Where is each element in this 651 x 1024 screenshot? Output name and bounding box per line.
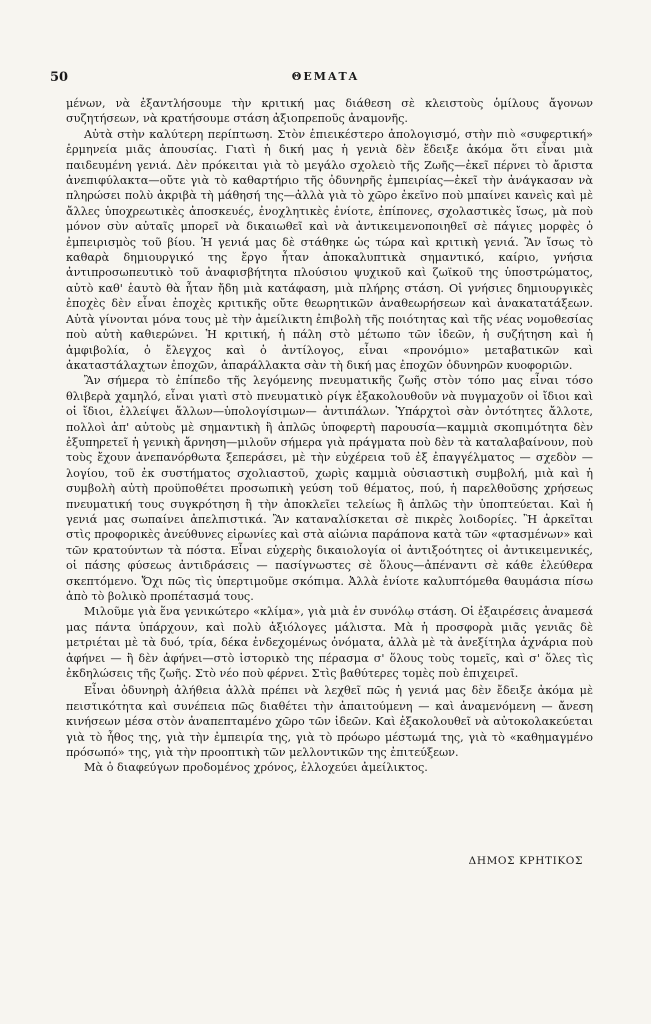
paragraph: Εἶναι ὀδυνηρὴ ἀλήθεια ἀλλὰ πρέπει νὰ λεχθεῖ πῶς ἡ γενιά μας δὲν ἔδειξε ἀκόμα μὲ πειστικότητα καὶ συνέπεια πῶς διαθέτει τὴν ἀπαιτούμενη — καὶ ἀναμενόμενη — ἄνεση κινήσεων μέσα στὸν ἀναπεπταμένο χῶρο τῶν ἰδεῶν. Καὶ ἐξακολουθεῖ νὰ αὐτοκολακεύεται γιὰ τὸ ἦθος της, γιὰ τὴν ἐμπειρία της, γιὰ τὸ πρόωρο μέστωμά της, γιὰ τὸ «καθημαγμένο πρόσωπό» της, γιὰ τὴν προοπτικὴ τῶν μελλοντικῶν της ἐπιτεύξεων. [66, 684, 593, 760]
paragraph: Μὰ ὁ διαφεύγων προδομένος χρόνος, ἐλλοχεύει ἀμείλικτος. [84, 761, 428, 775]
paragraph: μένων, νὰ ἐξαντλήσουμε τὴν κριτική μας διάθεση σὲ κλειστοὺς ὁμίλους ἄγονων συζητήσεων, νὰ κρατήσουμε στάση ἀξιοπρεποῦς ἀναμονῆς. [66, 97, 593, 126]
page-header [50, 70, 601, 86]
running-title: ΘΕΜΑΤΑ [291, 70, 360, 83]
article-body [66, 96, 593, 776]
paragraph: Ἂν σήμερα τὸ ἐπίπεδο τῆς λεγόμενης πνευματικῆς ζωῆς στὸν τόπο μας εἶναι τόσο θλιβερὰ χαμηλό, εἶναι γιατὶ στὸ πνευματικὸ ρίγκ ἐξακολουθοῦν νὰ πυγμαχοῦν οἱ ἴδιοι καὶ οἱ ἴδιοι, ἐλλείψει ἄλλων—ὑπολογίσιμων— ἀντιπάλων. Ὑπάρχτοὶ σὰν ὀντότητες ἄλλοτε, πολλοὶ ἀπ' αὐτοὺς μὲ σημαντικὴ ἢ ἁπλῶς ὑποφερτὴ παρουσία—καμμιὰ σκοπιμότητα δὲν ἐξυπηρετεῖ ἡ γενικὴ ἄρνηση—μιλοῦν σήμερα γιὰ πράγματα ποὺ δὲν τὰ καταλαβαίνουν, ποὺ τοὺς ἔχουν ἀνεπανόρθωτα ξεπεράσει, μὲ τὴν εὐχέρεια τοῦ ἐξ ἐπαγγέλματος — σχεδὸν — λογίου, τοῦ ἐκ συστήματος σχολιαστοῦ, χωρὶς καμμιὰ οὐσιαστικὴ συμβολή, μιὰ καὶ ἡ συμβολὴ αὐτὴ προϋποθέτει προσωπικὴ γεύση τοῦ θέματος, πού, ἡ παρελθοῦσης χρήσεως πνευματική τους συγκρότηση ἢ τὴν ἀποκλεῖει τελείως ἢ ἁπλῶς τὴν ὑποπτεύεται. Καὶ ἡ γενιά μας σωπαίνει ἀπελπιστικά. Ἂν καταναλίσκεται σὲ πικρὲς λοιδορίες. Ἢ ἀρκεῖται στὶς προφορικὲς ἀνεύθυνες εἰρωνίες καὶ στὰ αἰώνια παράπονα κατὰ τῶν «φτασμένων» καὶ τῶν κρατούντων τὰ πόστα. Εἶναι εὐχερὴς δικαιολογία οἱ ἀντιξοότητες οἱ ἀντικειμενικές, οἱ πάσης φύσεως ἀντιδράσεις — πασίγνωστες σὲ ὅλους—ἀπέναντι σὲ κάθε ἐλεύθερα σκεπτόμενο. Ὄχι πῶς τὶς ὑπερτιμοῦμε σκόπιμα. Ἀλλὰ ἐνίοτε καλυπτόμεθα θαυμάσια πίσω ἀπὸ τὸ βολικὸ προπέτασμά τους. [66, 374, 593, 603]
paragraph: Αὐτὰ στὴν καλύτερη περίπτωση. Στὸν ἐπιεικέστερο ἀπολογισμό, στὴν πιὸ «συφερτική» ἑρμηνεία μιᾶς ἀπουσίας. Γιατὶ ἡ δική μας ἡ γενιὰ δὲν ἔδειξε ἀκόμα ὅτι εἶναι μιὰ παιδευμένη γενιά. Δὲν πρόκειται γιὰ τὸ μεγάλο σχολειὸ τῆς Ζωῆς—ἐκεῖ πέρνει τὸ ἄριστα ἀνεπιφύλακτα—οὔτε γιὰ τὸ καθαρτήριο τῆς ὀδυνηρῆς ἐμπειρίας—ἐκεῖ τὴν ἀνάγκασαν νὰ πληρώσει πολὺ ἀκριβὰ τὴ μάθησή της—ἀλλὰ γιὰ τὸ χῶρο ἐκεῖνο ποὺ μπαίνει κανεὶς καὶ μὲ ἄλλες ὑποχρεωτικὲς ἀποσκευές, ἐνοχλητικὲς ἐνίοτε, ἐπίπονες, σχολαστικὲς ἴσως, μὰ ποὺ μόνον σὺν αὐταῖς μπορεῖ νὰ δικαιωθεῖ καὶ νὰ ἀντικειμενοποιηθεῖ σὲ πάγιες μορφὲς ὁ ἐμπειρισμὸς τοῦ βίου. Ἡ γενιά μας δὲ στάθηκε ὡς τώρα καὶ κριτικὴ γενιά. Ἂν ἴσως τὸ καθαρὰ δημιουργικό της ἔργο ἦταν ἀποκαλυπτικὰ σημαντικό, καίριο, γνήσια ἀντιπροσωπευτικὸ τοῦ ἀναφισβήτητα πλούσιου ψυχικοῦ καὶ ζωϊκοῦ της ὑποστρώματος, αὐτὸ καθ' ἑαυτὸ θὰ ἦταν ἤδη μιὰ κατάφαση, μιὰ πλήρης στάση. Οἱ γνήσιες δημιουργικὲς ἐποχὲς δὲν εἶναι ἐποχὲς κριτικῆς οὔτε θεωρητικῶν ἀναθεωρήσεων καὶ ἀνακατατάξεων. Αὐτὰ γίνονται μόνα τους μὲ τὴν ἀμείλικτη ἐπιβολὴ τῆς ποιότητας καὶ τῆς νέας νομοθεσίας ποὺ αὐτὴ καθιερώνει. Ἡ κριτική, ἡ πάλη στὸ μέτωπο τῶν ἰδεῶν, ἡ συζήτηση καὶ ἡ ἀμφιβολία, ὁ ἔλεγχος καὶ ὁ ἀντίλογος, εἶναι «προνόμιο» μεταβατικῶν καὶ ἀκαταστάλαχτων ἐποχῶν, ἀπαράλλακτα σὰν τὴ δική μας ἐποχῶν ὀδυνηρῶν κυοφοριῶν. [66, 127, 593, 372]
author-signature: ΔΗΜΟΣ ΚΡΗΤΙΚΟΣ [468, 855, 583, 867]
page-number: 50 [50, 70, 69, 85]
paragraph: Μιλοῦμε γιὰ ἕνα γενικώτερο «κλίμα», γιὰ μιὰ ἐν συνόλῳ στάση. Οἱ ἐξαιρέσεις ἀναμεσά μας πάντα ὑπάρχουν, καὶ πολὺ ἀξιόλογες μάλιστα. Μὰ ἡ προσφορὰ μιᾶς γενιᾶς δὲ μετριέται μὲ τὰ δυό, τρία, δέκα ἐνδεχομένως ὀνόματα, ἀλλὰ μὲ τὰ ἀνεξίτηλα ἀχνάρια ποὺ ἀφήνει — ἢ δὲν ἀφήνει—στὸ ἱστορικὸ της πέρασμα σ' ὅλους τοὺς τομεῖς, καὶ σ' ὅλες τὶς ἐκδηλώσεις τῆς ζωῆς. Στὸ νέο ποὺ φέρνει. Στὶς βαθύτερες τομὲς ποὺ ἐπιχειρεῖ. [66, 605, 593, 681]
